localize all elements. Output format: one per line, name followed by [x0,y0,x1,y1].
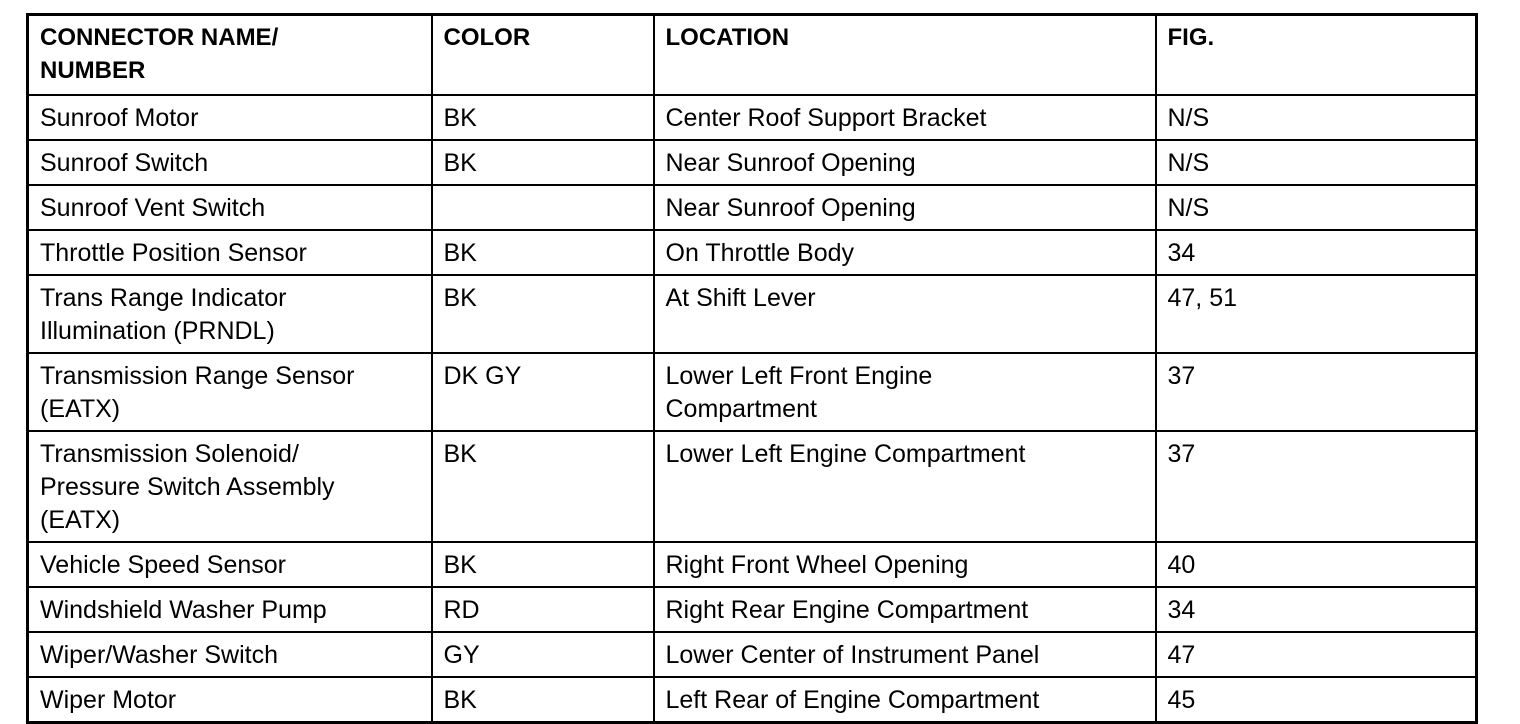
cell-connector-name: Wiper Motor [28,677,432,723]
cell-fig: 34 [1156,230,1477,275]
cell-connector-name: Sunroof Motor [28,95,432,140]
cell-color: BK [432,677,654,723]
cell-location: Right Front Wheel Opening [654,542,1156,587]
header-location: LOCATION [654,15,1156,95]
cell-color: BK [432,230,654,275]
table-row [28,587,1477,632]
cell-connector-name: Transmission Range Sensor (EATX) [28,353,432,431]
cell-connector-name: Windshield Washer Pump [28,587,432,632]
header-fig: FIG. [1156,15,1477,95]
table-row [28,677,1477,723]
cell-connector-name: Sunroof Vent Switch [28,185,432,230]
table-row [28,632,1477,677]
cell-color: BK [432,542,654,587]
header-connector-name: CONNECTOR NAME/ NUMBER [28,15,432,95]
table-row [28,431,1477,542]
cell-location: Lower Center of Instrument Panel [654,632,1156,677]
table-row [28,542,1477,587]
table-row [28,353,1477,431]
cell-connector-name: Transmission Solenoid/ Pressure Switch Assembly (EATX) [28,431,432,542]
cell-location: Near Sunroof Opening [654,185,1156,230]
cell-location: Lower Left Engine Compartment [654,431,1156,542]
cell-connector-name: Vehicle Speed Sensor [28,542,432,587]
cell-connector-name: Wiper/Washer Switch [28,632,432,677]
cell-color: BK [432,275,654,353]
table-row [28,230,1477,275]
cell-connector-name: Throttle Position Sensor [28,230,432,275]
cell-color [432,185,654,230]
cell-fig: 40 [1156,542,1477,587]
cell-color: BK [432,95,654,140]
table-row [28,185,1477,230]
cell-fig: N/S [1156,95,1477,140]
table-header-row [28,15,1477,95]
cell-fig: N/S [1156,185,1477,230]
cell-location: At Shift Lever [654,275,1156,353]
cell-location: Left Rear of Engine Compartment [654,677,1156,723]
cell-fig: 45 [1156,677,1477,723]
cell-location: Near Sunroof Opening [654,140,1156,185]
connector-table [26,13,1478,724]
cell-fig: 47, 51 [1156,275,1477,353]
cell-fig: 34 [1156,587,1477,632]
cell-color: DK GY [432,353,654,431]
table-row [28,275,1477,353]
cell-fig: N/S [1156,140,1477,185]
cell-color: GY [432,632,654,677]
cell-location: Center Roof Support Bracket [654,95,1156,140]
cell-location: Lower Left Front Engine Compartment [654,353,1156,431]
cell-location: On Throttle Body [654,230,1156,275]
cell-connector-name: Sunroof Switch [28,140,432,185]
cell-fig: 47 [1156,632,1477,677]
cell-color: BK [432,140,654,185]
cell-connector-name: Trans Range Indicator Illumination (PRNDL) [28,275,432,353]
cell-color: RD [432,587,654,632]
cell-fig: 37 [1156,431,1477,542]
cell-fig: 37 [1156,353,1477,431]
table-row [28,95,1477,140]
header-color: COLOR [432,15,654,95]
table-row [28,140,1477,185]
cell-location: Right Rear Engine Compartment [654,587,1156,632]
cell-color: BK [432,431,654,542]
